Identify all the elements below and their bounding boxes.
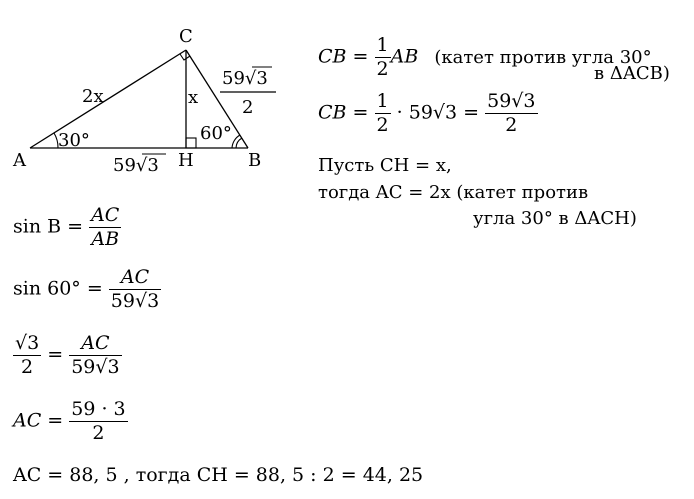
vertex-a-label: A [13, 150, 26, 171]
final-result-line: AC = 88, 5 , тогда CH = 88, 5 : 2 = 44, 25 [13, 464, 424, 486]
ac-over-ab-fraction [109, 268, 161, 311]
side-cb-label-num: 59√3 [222, 68, 268, 89]
triangle-diagram [0, 0, 300, 180]
then-ac-note: угла 30° в ΔACH) [473, 208, 637, 229]
angle-arc-b-2 [236, 138, 242, 148]
equation-lhs: sin 60° = [13, 277, 103, 300]
result-fraction [485, 92, 537, 135]
vertex-h-label: H [178, 150, 194, 171]
then-ac-line: тогда AC = 2x (катет против [318, 182, 589, 203]
sqrt3-over-2-fraction [13, 334, 41, 377]
let-ch-line: Пусть CH = x, [318, 155, 452, 176]
fraction-numerator: √3 [15, 332, 40, 354]
fraction-numerator: AC [109, 268, 161, 290]
ac-equation [13, 400, 128, 443]
fraction-numerator: AC [91, 204, 120, 226]
fraction-denominator: 2 [376, 114, 389, 136]
sqrt3-equation [13, 334, 122, 377]
fraction-denominator: 59√3 [71, 356, 120, 378]
ac-over-ab-fraction [89, 206, 121, 249]
vertex-b-label: B [248, 150, 262, 171]
fraction-denominator: 2 [21, 356, 34, 378]
sin-60-equation [13, 268, 161, 311]
cb-note-continued: в ΔACB) [594, 63, 670, 84]
half-fraction [375, 92, 391, 135]
fraction-denominator: 2 [92, 422, 105, 444]
side-cb-label-den: 2 [242, 97, 254, 118]
ac-over-ab-fraction [69, 334, 121, 377]
fraction-denominator: 2 [376, 58, 389, 80]
equation-lhs: AC = [13, 409, 64, 432]
cb-label: CB [318, 45, 347, 68]
product-over-2-fraction [69, 400, 127, 443]
angle-a-label: 30° [58, 130, 90, 151]
cb-equation-2 [318, 92, 538, 135]
ab-label: AB [390, 45, 419, 68]
cb-note: (катет против угла 30° [434, 46, 652, 68]
fraction-numerator: 59√3 [487, 90, 536, 112]
side-ac-label: 2x [82, 86, 104, 107]
fraction-numerator: 59 · 3 [71, 398, 126, 420]
half-fraction [375, 36, 391, 79]
sin-b-equation [13, 206, 121, 249]
fraction-numerator: 1 [376, 34, 389, 56]
cb-label: CB [318, 101, 347, 124]
fraction-numerator: 1 [376, 90, 389, 112]
fraction-denominator: 59√3 [110, 290, 160, 312]
equals-sign: = [352, 45, 369, 68]
equals-sign: = [47, 343, 64, 366]
side-ab-label: 59√3 [113, 155, 159, 176]
fraction-numerator: AC [69, 334, 121, 356]
side-ch-label: x [188, 87, 199, 108]
right-angle-mark-h [186, 138, 196, 148]
equation-lhs: sin B = [13, 215, 84, 238]
multiplication-expression: · 59√3 = [396, 101, 480, 124]
angle-b-label: 60° [200, 123, 232, 144]
side-ac [30, 50, 186, 148]
vertex-c-label: C [179, 26, 193, 47]
fraction-denominator: 2 [505, 114, 518, 136]
fraction-denominator: AB [91, 228, 120, 250]
equals-sign: = [352, 101, 369, 124]
